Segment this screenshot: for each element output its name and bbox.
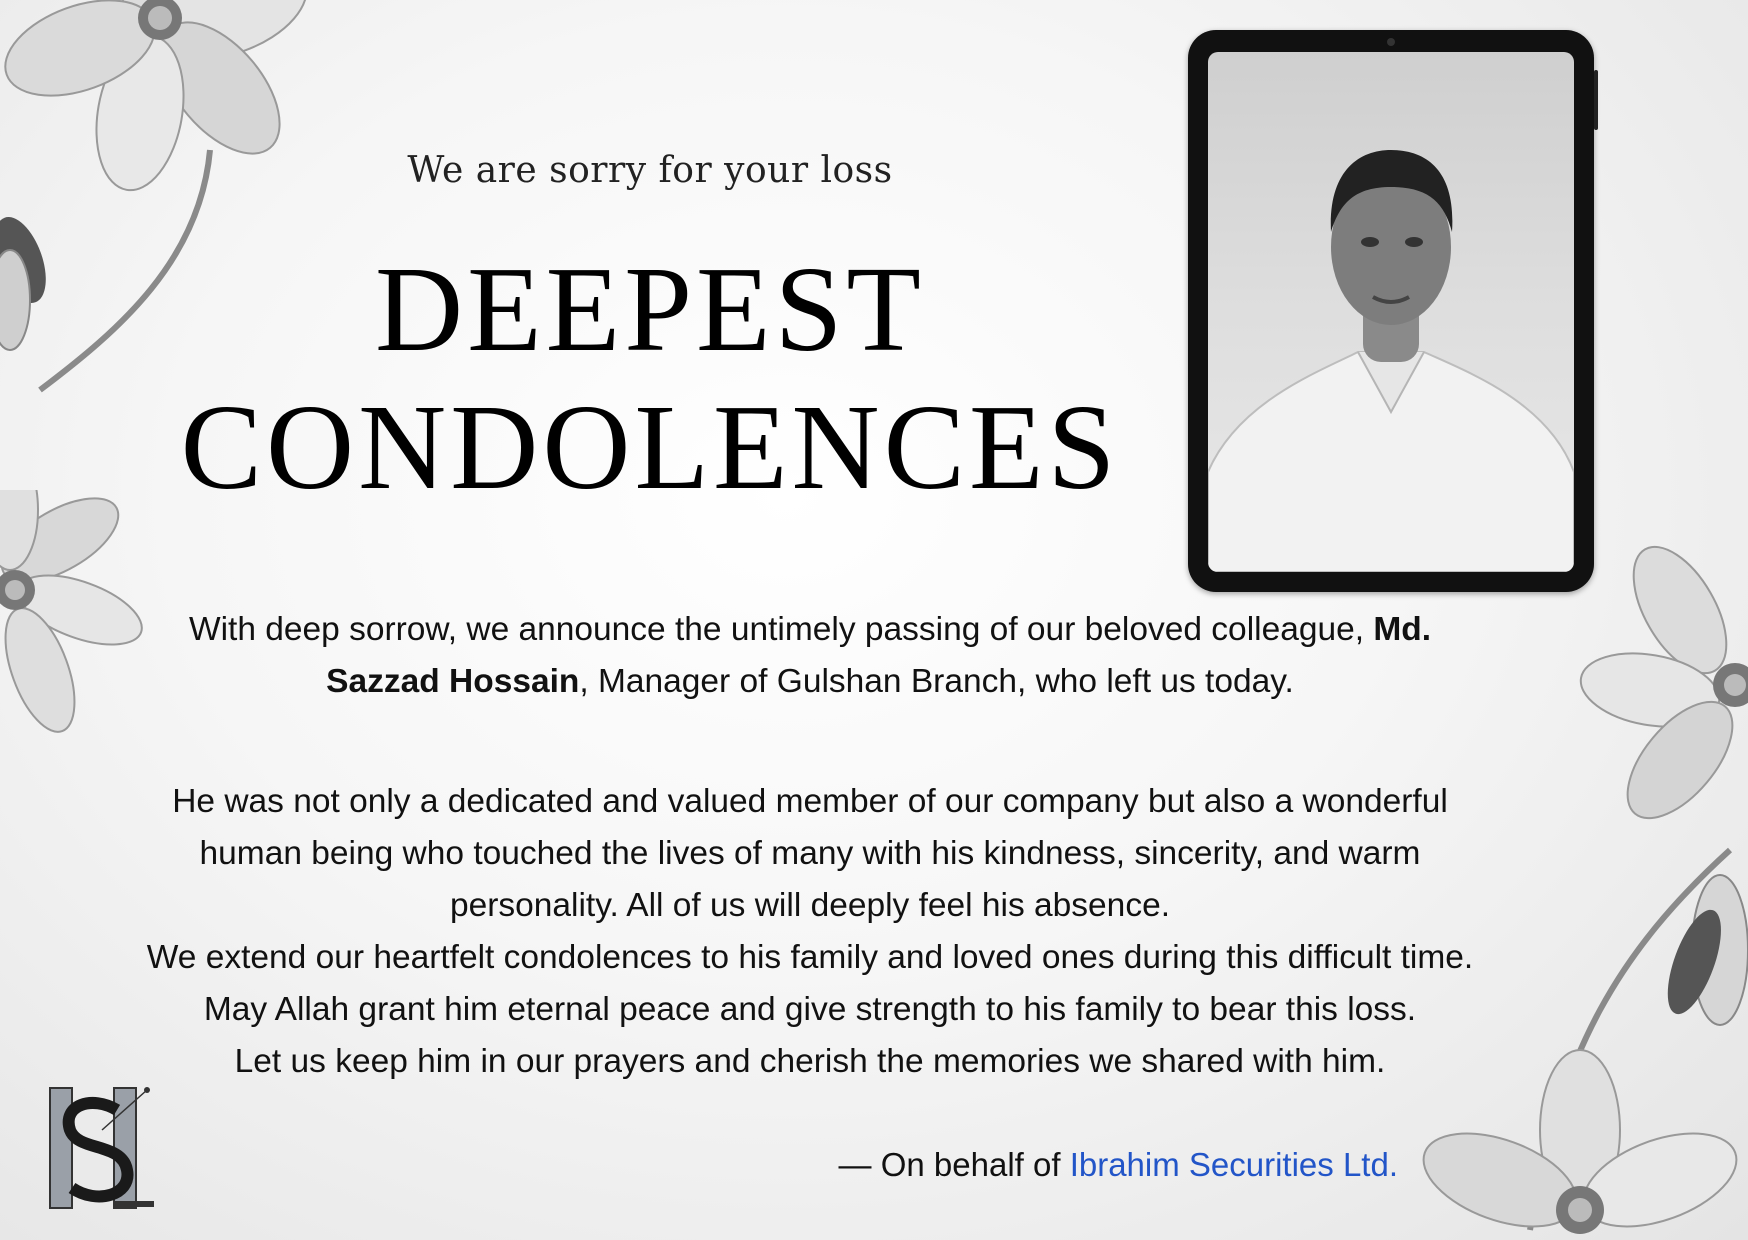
portrait-photo xyxy=(1208,52,1574,572)
camera-icon xyxy=(1387,38,1395,46)
company-logo-icon xyxy=(42,1080,162,1215)
tribute-line1: He was not only a dedicated and valued member of our company but also a wonderful human being who touched the lives of many with his kindness, sincerity, and warm personality. All of us will deeply feel his absence. xyxy=(172,783,1448,924)
tribute-line3: Let us keep him in our prayers and cherish the memories we shared with him. xyxy=(234,1043,1386,1080)
subtitle: We are sorry for your loss xyxy=(407,150,893,191)
tribute-paragraph xyxy=(140,776,1480,1088)
announcement-paragraph: With deep sorrow, we announce the untimely passing of our beloved colleague, Md. Sazzad Hossain, Manager of Gulshan Branch, who left us today. xyxy=(188,611,1432,700)
headline-line1: DEEPEST xyxy=(375,242,925,377)
tribute-line2: We extend our heartfelt condolences to his family and loved ones during this difficult time. May Allah grant him eternal peace and give strength to his family to bear this loss. xyxy=(146,939,1474,1028)
signoff: — On behalf of Ibrahim Securities Ltd. xyxy=(838,1146,1398,1183)
tablet-frame xyxy=(1188,30,1594,592)
headline-line2: CONDOLENCES xyxy=(180,380,1120,515)
side-button xyxy=(1594,70,1598,130)
company-name: Ibrahim Securities Ltd. xyxy=(1069,1146,1398,1183)
deceased-name: Md. Sazzad Hossain xyxy=(326,611,1432,700)
person-silhouette-icon xyxy=(1208,52,1574,572)
